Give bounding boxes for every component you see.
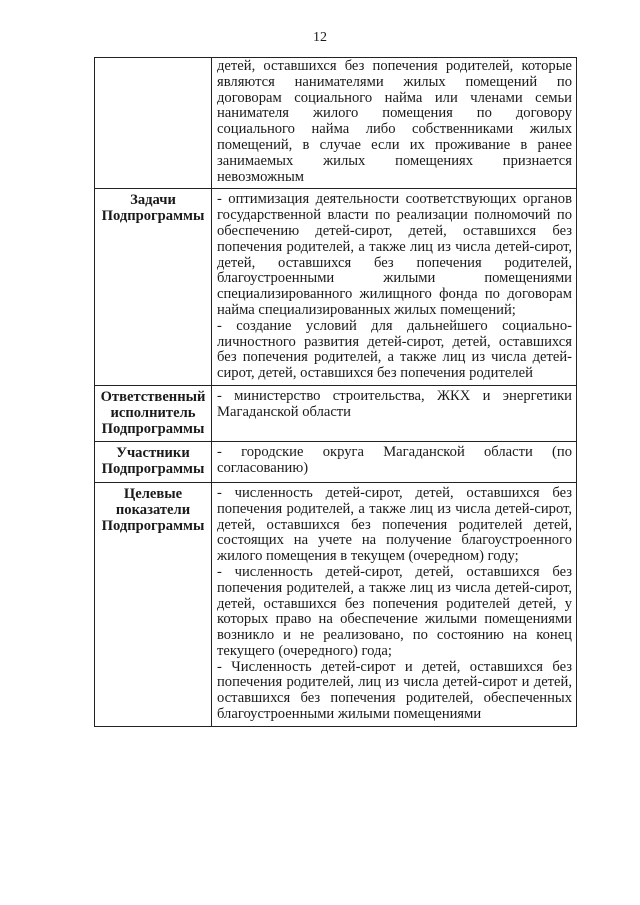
content-paragraph: - создание условий для дальнейшего социально-личностного развития детей-сирот, детей, оставшихся без попечения родителей, а также лиц из числа детей-сирот, детей, оставшихся без попечения родителей bbox=[217, 317, 572, 382]
table-row-responsible-executor bbox=[95, 385, 577, 441]
row-content bbox=[212, 385, 577, 441]
row-label: Целевые показатели Подпрограммы bbox=[95, 482, 212, 726]
row-content bbox=[212, 482, 577, 726]
row-content bbox=[212, 58, 577, 189]
row-label: Участники Подпрограммы bbox=[95, 442, 212, 483]
content-paragraph: - городские округа Магаданской области (по согласованию) bbox=[217, 444, 572, 477]
row-content bbox=[212, 189, 577, 386]
row-label: Задачи Подпрограммы bbox=[95, 189, 212, 386]
page-number: 12 bbox=[313, 30, 327, 45]
row-label: Ответственный исполнитель Подпрограммы bbox=[95, 385, 212, 441]
table-row-continuation bbox=[95, 58, 577, 189]
subprogram-passport-table bbox=[94, 57, 577, 727]
table-row-tasks bbox=[95, 189, 577, 386]
row-content bbox=[212, 442, 577, 483]
content-paragraph: - численность детей-сирот, детей, оставшихся без попечения родителей, а также лиц из числа детей-сирот, детей, оставшихся без попечения родителей детей, у которых право на обеспечение жилыми помещениями возникло и не реализовано, по состоянию на конец текущего (очередного) года; bbox=[217, 563, 572, 659]
table-row-participants bbox=[95, 442, 577, 483]
content-paragraph: - министерство строительства, ЖКХ и энергетики Магаданской области bbox=[217, 387, 572, 420]
row-label bbox=[95, 58, 212, 189]
table-row-target-indicators bbox=[95, 482, 577, 726]
content-paragraph: - численность детей-сирот, детей, оставшихся без попечения родителей, а также лиц из числа детей-сирот, детей, оставшихся без попечения родителей детей, состоящих на учете на получение благоустроенного жилого помещения в текущем (очередном) году; bbox=[217, 484, 572, 565]
content-paragraph: - оптимизация деятельности соответствующих органов государственной власти по реализации полномочий по обеспечению детей-сирот, детей, оставшихся без попечения родителей, а также лиц из числа детей-сирот, детей, оставшихся без попечения родителей, благоустроенными жилыми помещениями специализированного жилищного фонда по договорам найма специализированных жилых помещений; bbox=[217, 191, 572, 318]
content-paragraph: детей, оставшихся без попечения родителей, которые являются нанимателями жилых помещений по договорам социального найма или членами семьи нанимателя жилого помещения по договору социального найма либо собственниками жилых помещений, в случае если их проживание в ранее занимаемых жилых помещениях признается невозможным bbox=[217, 58, 572, 185]
content-paragraph: - Численность детей-сирот и детей, оставшихся без попечения родителей, лиц из числа детей-сирот и детей, оставшихся без попечения родителей, обеспеченных благоустроенными жилыми помещениями bbox=[217, 658, 572, 723]
